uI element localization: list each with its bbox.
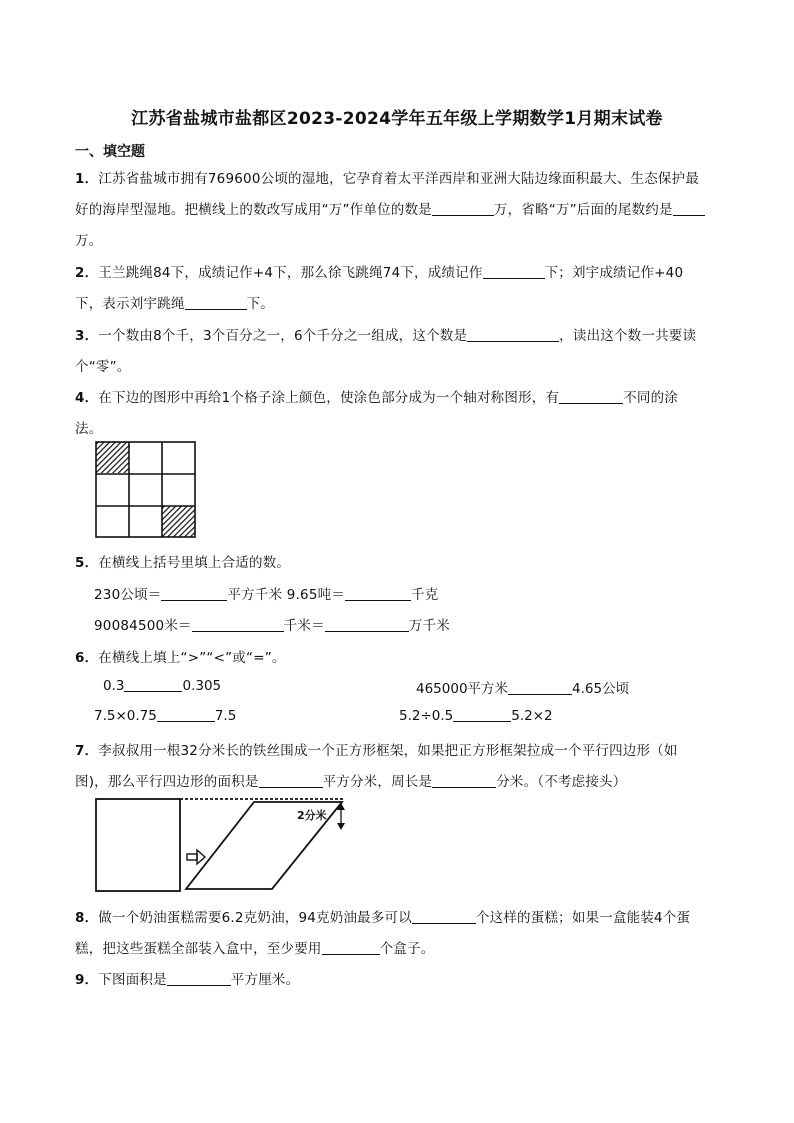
- q6-number: 6．: [75, 650, 99, 666]
- q6-b-left: 465000平方米: [416, 681, 509, 697]
- q1-line1: [75, 167, 699, 187]
- q1-number: 1．: [75, 171, 99, 187]
- q5-blank2[interactable]: [345, 586, 411, 601]
- q5-line1: [75, 551, 290, 571]
- q9-blank1[interactable]: [167, 971, 231, 986]
- q1-line3: 万。: [75, 233, 103, 249]
- q5-r2b: 千米＝: [283, 618, 325, 634]
- q4-grid-figure: [94, 440, 198, 540]
- q5-r1b: 平方千米: [227, 587, 283, 603]
- q9-line1: [75, 968, 299, 988]
- q4-blank1[interactable]: [559, 389, 623, 404]
- q1-text1: 江苏省盐城市拥有769600公顷的湿地，它孕育着太平洋西岸和亚洲大陆边缘面积最大、生态保护最: [98, 171, 700, 187]
- q6-item-c: [94, 707, 236, 724]
- q6-blank-c[interactable]: [157, 707, 215, 722]
- q1-line2: [75, 198, 705, 218]
- q6-item-a: [103, 677, 221, 694]
- q5-text1: 在横线上括号里填上合适的数。: [98, 555, 291, 571]
- q6-d-left: 5.2÷0.5: [399, 708, 454, 724]
- q3-text1a: 一个数由8个千，3个百分之一，6个千分之一组成，这个数是: [98, 328, 468, 344]
- q6-blank-b[interactable]: [508, 680, 572, 695]
- q7-blank1[interactable]: [259, 773, 323, 788]
- q5-r1c: 9.65吨＝: [286, 587, 346, 603]
- q6-d-right: 5.2×2: [511, 708, 553, 724]
- q8-blank1[interactable]: [412, 909, 476, 924]
- q8-text1b: 个这样的蛋糕；如果一盒能装4个蛋: [475, 910, 691, 926]
- q6-blank-d[interactable]: [453, 707, 511, 722]
- q7-text2c: 分米。（不考虑接头）: [496, 774, 627, 790]
- q3-line2: 个“零”。: [75, 359, 131, 375]
- q7-blank2[interactable]: [432, 773, 496, 788]
- q9-text1a: 下图面积是: [98, 972, 167, 988]
- q5-blank3[interactable]: [192, 617, 284, 632]
- q6-item-d: [399, 707, 553, 724]
- q9-number: 9．: [75, 972, 99, 988]
- q3-number: 3．: [75, 328, 99, 344]
- q8-text2b: 个盒子。: [379, 941, 435, 957]
- q8-number: 8．: [75, 910, 99, 926]
- q1-text2a: 好的海岸型湿地。把横线上的数改写成用“万”作单位的数是: [75, 202, 432, 218]
- q5-r1a: 230公顷＝: [94, 587, 162, 603]
- q6-a-right: 0.305: [182, 678, 222, 694]
- q2-text2a: 下，表示刘宇跳绳: [75, 296, 185, 312]
- q4-number: 4．: [75, 390, 99, 406]
- q7-text1: 李叔叔用一根32分米长的铁丝围成一个正方形框架，如果把正方形框架拉成一个平行四边形（如: [98, 743, 678, 759]
- section-heading: 一、填空题: [75, 144, 145, 160]
- q6-c-left: 7.5×0.75: [94, 708, 157, 724]
- q2-line1: [75, 261, 683, 281]
- q2-line2: [75, 292, 274, 312]
- q3-blank1[interactable]: [467, 327, 559, 342]
- q7-square-parallelogram-figure: [94, 797, 364, 897]
- q6-item-b: [416, 677, 629, 697]
- q4-text1b: 不同的涂: [623, 390, 678, 406]
- right-arrow-icon: [187, 850, 205, 864]
- q5-r1d: 千克: [411, 587, 439, 603]
- q6-text1: 在横线上填上“>”“<”或“=”。: [98, 650, 286, 666]
- q4-line2: 法。: [75, 421, 103, 437]
- page-title: 江苏省盐城市盐都区2023-2024学年五年级上学期数学1月期末试卷: [131, 109, 663, 129]
- q9-text1b: 平方厘米。: [230, 972, 300, 988]
- q7-text2b: 平方分米，周长是: [322, 774, 433, 790]
- q8-line1: [75, 906, 690, 926]
- shaded-cell-top-left: [96, 442, 129, 473]
- q5-blank1[interactable]: [161, 586, 227, 601]
- q1-blank2[interactable]: [673, 201, 705, 216]
- shaded-cell-bottom-right: [162, 506, 195, 537]
- q8-text1a: 做一个奶油蛋糕需要6.2克奶油，94克奶油最多可以: [98, 910, 412, 926]
- q8-line2: [75, 937, 434, 957]
- q8-text2a: 糕，把这些蛋糕全部装入盒中，至少要用: [75, 941, 322, 957]
- square-frame: [96, 799, 180, 891]
- q6-blank-a[interactable]: [124, 677, 182, 692]
- q7-line2: [75, 770, 626, 790]
- q4-text1a: 在下边的图形中再给1个格子涂上颜色，使涂色部分成为一个轴对称图形，有: [98, 390, 560, 406]
- q5-r2a: 90084500米＝: [94, 618, 192, 634]
- q8-blank2[interactable]: [322, 940, 380, 955]
- q7-line1: [75, 739, 678, 759]
- q2-number: 2．: [75, 265, 99, 281]
- q6-a-left: 0.3: [103, 678, 125, 694]
- q4-line1: [75, 386, 678, 406]
- q6-c-right: 7.5: [214, 708, 237, 724]
- q3-text1b: ，读出这个数一共要读: [559, 328, 697, 344]
- q5-row2: [94, 614, 450, 634]
- height-label: 2分米: [297, 809, 327, 822]
- q2-text2b: 下。: [246, 296, 275, 312]
- q7-number: 7．: [75, 743, 99, 759]
- q2-text1a: 王兰跳绳84下，成绩记作+4下，那么徐飞跳绳74下，成绩记作: [98, 265, 483, 281]
- q1-text2b: 万，省略“万”后面的尾数约是: [493, 202, 673, 218]
- q5-row1: [94, 583, 438, 603]
- q5-number: 5．: [75, 555, 99, 571]
- q7-text2a: 图)，那么平行四边形的面积是: [75, 774, 259, 790]
- q6-line1: [75, 646, 286, 666]
- q5-blank4[interactable]: [325, 617, 409, 632]
- q2-blank2[interactable]: [185, 295, 247, 310]
- q2-blank1[interactable]: [483, 264, 545, 279]
- q3-line1: [75, 324, 696, 344]
- q6-b-right: 4.65公顷: [572, 681, 630, 697]
- q1-blank1[interactable]: [432, 201, 494, 216]
- q5-r2c: 万千米: [408, 618, 450, 634]
- q2-text1b: 下；刘宇成绩记作+40: [544, 265, 684, 281]
